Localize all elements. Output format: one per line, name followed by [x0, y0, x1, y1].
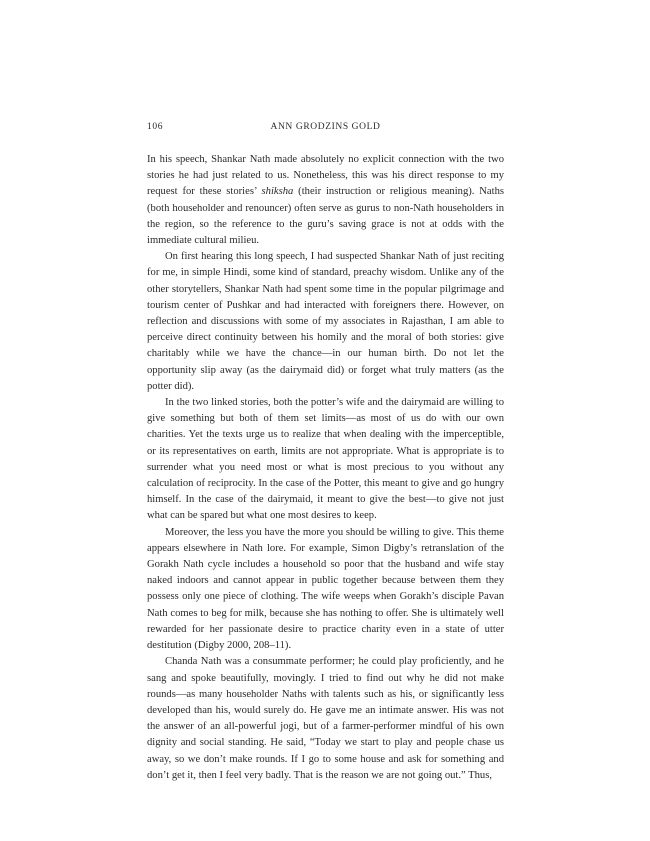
paragraph-1-text-after: (their instruction or religious meaning). Naths (both householder and renouncer) often serve as gurus to non-Nath householders in the region, so the reference to the guru’s saving grace is not at odds with the immediate cultural milieu.	[147, 186, 504, 247]
paragraph-1	[147, 152, 504, 249]
page-number: 106	[147, 122, 164, 132]
paragraph-1-text-before: In his speech, Shankar Nath made absolutely no explicit connection with the two stories he had just related to us. Nonetheless, this was his direct response to my request for these stories’	[147, 154, 504, 198]
paragraph-5: Chanda Nath was a consummate performer; he could play proficiently, and he sang and spoke beautifully, movingly. I tried to find out why he did not make rounds—as many householder Naths with talents such as his, or significantly less developed than his, would surely do. He gave me an intimate answer. His was not the answer of an all-powerful jogi, but of a farmer-performer mindful of his own dignity and social standing. He said, “Today we start to play and people chase us away, so we don’t make rounds. If I go to some house and ask for something and don’t get it, then I feel very badly. That is the reason we are not going out.” Thus,	[147, 656, 504, 781]
running-title: ANN GRODZINS GOLD	[270, 122, 381, 132]
paragraph-4: Moreover, the less you have the more you should be willing to give. This theme appears elsewhere in Nath lore. For example, Simon Digby’s retranslation of the Gorakh Nath cycle includes a household so poor that the husband and wife stay naked indoors and cannot appear in public together because between them they possess only one piece of clothing. The wife weeps when Gorakh’s disciple Pavan Nath comes to beg for milk, because she has nothing to offer. She is ultimately well rewarded for her passionate desire to practice charity even in a state of utter destitution (Digby 2000, 208–11).	[147, 526, 504, 652]
body-text	[147, 152, 504, 784]
italic-term-shiksha: shiksha	[261, 186, 294, 198]
paragraph-3: In the two linked stories, both the potter’s wife and the dairymaid are willing to give something but both of them set limits—as most of us do with our own charities. Yet the texts urge us to realize that when dealing with the imperceptible, or its representatives on earth, limits are not appropriate. What is appropriate is to surrender what you need most or what is most precious to you without any calculation of reciprocity. In the case of the Potter, this meant to give and go hungry himself. In the case of the dairymaid, it meant to give the best—to give not just what can be spared but what one most desires to keep.	[147, 397, 504, 522]
paragraph-2: On first hearing this long speech, I had suspected Shankar Nath of just reciting for me, in simple Hindi, some kind of standard, preachy wisdom. Unlike any of the other storytellers, Shankar Nath had spent some time in the popular pilgrimage and tourism center of Pushkar and had interacted with foreigners there. However, on reflection and discussions with some of my associates in Rajasthan, I am able to perceive direct continuity between his homily and the moral of both stories: give charitably while we have the chance—in our human birth. Do not let the opportunity slip away (as the dairymaid did) or forget what truly matters (as the potter did).	[147, 251, 504, 392]
running-header	[147, 122, 504, 138]
